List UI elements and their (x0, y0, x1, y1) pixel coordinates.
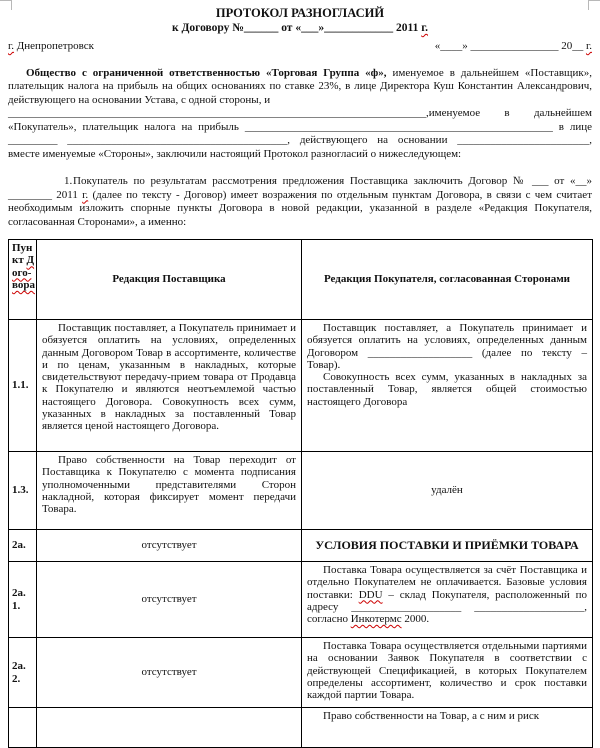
table-header-row (9, 240, 593, 320)
city-name: Днепропетровск (14, 40, 95, 52)
header-supplier-column: Редакция Поставщика (37, 240, 302, 320)
date-year-abbrev: г. (585, 40, 592, 52)
table-row (9, 530, 593, 562)
supplier-version-cell: Поставщик поставляет, а Покупатель принимает и обязуется оплатить на условиях, определенных данным Договором Товар в ассортименте, количестве и по ценам, указанным в накладных, которые свидетельствуют передачу-прием товара от Продавца к Покупателю и являются неотъемлемой частью настоящего Договора. Совокупность всех сумм, указанных в накладных за поставленный Товар является ценой настоящего Договора. (37, 320, 302, 452)
page-corner-mark (588, 0, 600, 10)
city-label (8, 40, 94, 54)
clause-number: 2а. (9, 530, 37, 562)
buyer-version-cell: Поставщик поставляет, а Покупатель принимает и обязуется оплатить на условиях, определенных данным Договором ___________________ (далее по тексту – Товар). Совокупность всех сумм, указанных в накладных за поставленный Товар, является общей стоимостью настоящего Договора (302, 320, 593, 452)
city-abbrev: г. (8, 40, 15, 52)
table-row (9, 638, 593, 708)
table-row-partial (9, 708, 593, 748)
header-clause-column: Пункт Дого-вора (9, 240, 37, 320)
table-row (9, 452, 593, 530)
doc-title: ПРОТОКОЛ РАЗНОГЛАСИЙ (215, 6, 385, 20)
clause-number: 2а. 2. (9, 638, 37, 708)
clause-number (9, 708, 37, 748)
clause-number: 1.1. (9, 320, 37, 452)
parties-line: вместе именуемые «Стороны», заключили настоящий Протокол разногласий о нижеследующем: (8, 147, 462, 160)
page-corner-mark (0, 0, 12, 10)
subtitle-year-abbrev: г. (421, 22, 429, 34)
supplier-version-cell (37, 708, 302, 748)
supplier-version-cell: отсутствует (37, 530, 302, 562)
buyer-version-cell: Поставка Товара осуществляется отдельными партиями на основании Заявок Покупателя в соответствии с действующей Спецификацией, в которых Покупателем определены ассортимент, количество и срок поставки каждой партии Товара. (302, 638, 593, 708)
disagreements-table (8, 239, 593, 748)
supplier-version-cell: Право собственности на Товар переходит от Поставщика к Покупателю с момента подписания уполномоченными представителями Сторон накладной, которая фиксирует момент передачи Товара. (37, 452, 302, 530)
clause-1-year-abbrev: г. (82, 188, 89, 201)
clause-1-number: 1. (64, 175, 73, 187)
date-blank: «____» ________________ 20__ г. (434, 40, 592, 52)
supplier-version-cell: отсутствует (37, 562, 302, 638)
buyer-version-cell: Право собственности на Товар, а с ним и риск (302, 708, 593, 748)
buyer-version-cell: Поставка Товара осуществляется за счёт Поставщика и отдельно Покупателем не оплачивается. Базовые условия поставки: DDU – склад Покупателя, расположенный по адресу ____________________ ____________________, согласно Инкотермс 2000. (302, 562, 593, 638)
intro-paragraph (8, 67, 592, 108)
intro-rest: именуемое в дальнейшем «Поставщик», плательщик налога на прибыль на общих основаниях по ставке 23%, в лице Директора Куш Константин Александрович, действующего на основании Устава, с одной стороны, и (8, 66, 592, 106)
city-date-line (8, 40, 592, 54)
subtitle-text: к Договору №______ от «___»____________ 2011 (171, 22, 422, 34)
buyer-section-title: УСЛОВИЯ ПОСТАВКИ И ПРИЁМКИ ТОВАРА (302, 530, 593, 562)
clause-number: 2а. 1. (9, 562, 37, 638)
table-row (9, 320, 593, 452)
incoterms-term: Инкотермс (350, 613, 402, 626)
clause-1-paragraph: 1.Покупатель по результатам рассмотрения предложения Поставщика заключить Договор № ___ от «__» ________ 2011 г. (далее по тексту - Договор) имеет возражения по отдельным пунктам Договора, в связи с чем считает необходимым изложить спорные пункты Договора в новой редакции, указанной в разделе «Редакция Покупателя, согласованная Сторонами», а именно: (8, 175, 592, 228)
supplier-name-bold: Общество с ограниченной ответственностью «Торговая Группа «ф», (26, 66, 387, 79)
buyer-basis-blank-line: _________ ________________________________________, действующего на основании ________________________, (8, 134, 592, 146)
header-clause-misspelled: Дого-вора (12, 254, 35, 291)
table-row (9, 562, 593, 638)
buyer-version-cell: удалён (302, 452, 593, 530)
doc-subtitle (8, 21, 592, 35)
buyer-name-blank-line: ____________________________________________________________________________,именуемое в дальнейшем (8, 107, 592, 119)
ddu-term: DDU (358, 588, 383, 601)
clause-number: 1.3. (9, 452, 37, 530)
header-buyer-column: Редакция Покупателя, согласованная Сторонами (302, 240, 593, 320)
supplier-version-cell: отсутствует (37, 638, 302, 708)
buyer-tax-blank-line: «Покупатель», плательщик налога на прибыль ________________________________________________________ в лице (8, 120, 592, 133)
